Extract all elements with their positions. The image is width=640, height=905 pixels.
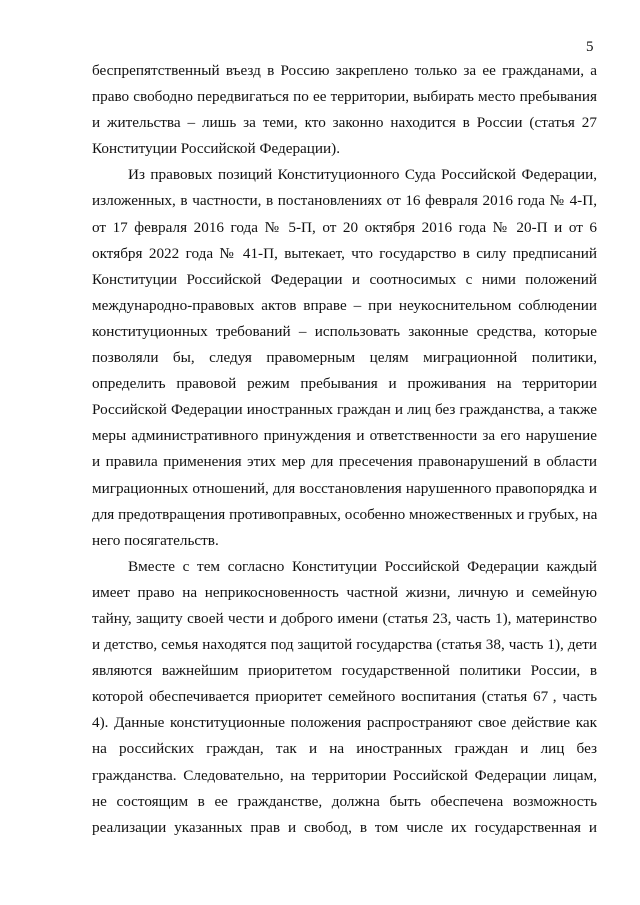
text-line-with-superscript bbox=[92, 684, 597, 710]
text-line: Из правовых позиций Конституционного Суда Российской Федерации, bbox=[128, 166, 597, 184]
paragraph bbox=[92, 162, 597, 553]
text-line: являются важнейшим приоритетом государственной политики России, в bbox=[92, 662, 597, 680]
text-line: позволяли бы, следуя правомерным целям миграционной политики, bbox=[92, 349, 597, 367]
text-line: Вместе с тем согласно Конституции Российской Федерации каждый bbox=[128, 557, 597, 575]
text-line: изложенных, в частности, в постановлениях от 16 февраля 2016 года № 4-П, bbox=[92, 192, 597, 210]
text-line: него посягательств. bbox=[92, 531, 219, 549]
paragraph bbox=[92, 58, 597, 162]
text-line: гражданства. Следовательно, на территории Российской Федерации лицам, bbox=[92, 766, 597, 784]
text-span: , часть bbox=[552, 688, 597, 706]
text-line: определить правовой режим пребывания и проживания на территории bbox=[92, 375, 597, 393]
text-line: 4). Данные конституционные положения распространяют свое действие как bbox=[92, 714, 597, 732]
text-line: и детство, семья находятся под защитой государства (статья 38, часть 1), дети bbox=[92, 636, 597, 654]
text-line: и правила применения этих мер для пресечения правонарушений в области bbox=[92, 453, 597, 471]
text-line: не состоящим в ее гражданстве, должна быть обеспечена возможность bbox=[92, 792, 597, 810]
text-line: миграционных отношений, для восстановления нарушенного правопорядка и bbox=[92, 479, 597, 497]
text-span: которой обеспечивается приоритет семейного воспитания (статья 67 bbox=[92, 688, 549, 706]
text-line: на российских граждан, так и на иностранных граждан и лиц без bbox=[92, 740, 597, 758]
text-line: тайну, защиту своей чести и доброго имени (статья 23, часть 1), материнство bbox=[92, 609, 597, 627]
text-line: октября 2022 года № 41-П, вытекает, что государство в силу предписаний bbox=[92, 244, 597, 262]
text-line: международно-правовых актов вправе – при неукоснительном соблюдении bbox=[92, 296, 597, 314]
text-line: беспрепятственный въезд в Россию закреплено только за ее гражданами, а bbox=[92, 62, 597, 79]
text-line: имеет право на неприкосновенность частной жизни, личную и семейную bbox=[92, 583, 597, 601]
paragraph bbox=[92, 554, 597, 841]
text-line: от 17 февраля 2016 года № 5-П, от 20 октября 2016 года № 20-П и от 6 bbox=[92, 218, 597, 236]
text-line: право свободно передвигаться по ее территории, выбирать место пребывания bbox=[92, 88, 597, 106]
text-line: Конституции Российской Федерации). bbox=[92, 140, 341, 158]
text-line: и жительства – лишь за теми, кто законно находится в России (статья 27 bbox=[92, 114, 597, 132]
text-line: для предотвращения противоправных, особенно множественных и грубых, на bbox=[92, 505, 597, 523]
document-body bbox=[92, 58, 597, 841]
superscript bbox=[548, 684, 553, 685]
text-line: реализации указанных прав и свобод, в том числе их государственная и bbox=[92, 818, 597, 836]
text-line: меры административного принуждения и ответственности за его нарушение bbox=[92, 427, 597, 445]
text-line: Конституции Российской Федерации и соотносимых с ними положений bbox=[92, 270, 597, 288]
page-number: 5 bbox=[586, 39, 594, 55]
text-line: Российской Федерации иностранных граждан и лиц без гражданства, а также bbox=[92, 401, 597, 419]
text-line: конституционных требований – использовать законные средства, которые bbox=[92, 322, 597, 340]
